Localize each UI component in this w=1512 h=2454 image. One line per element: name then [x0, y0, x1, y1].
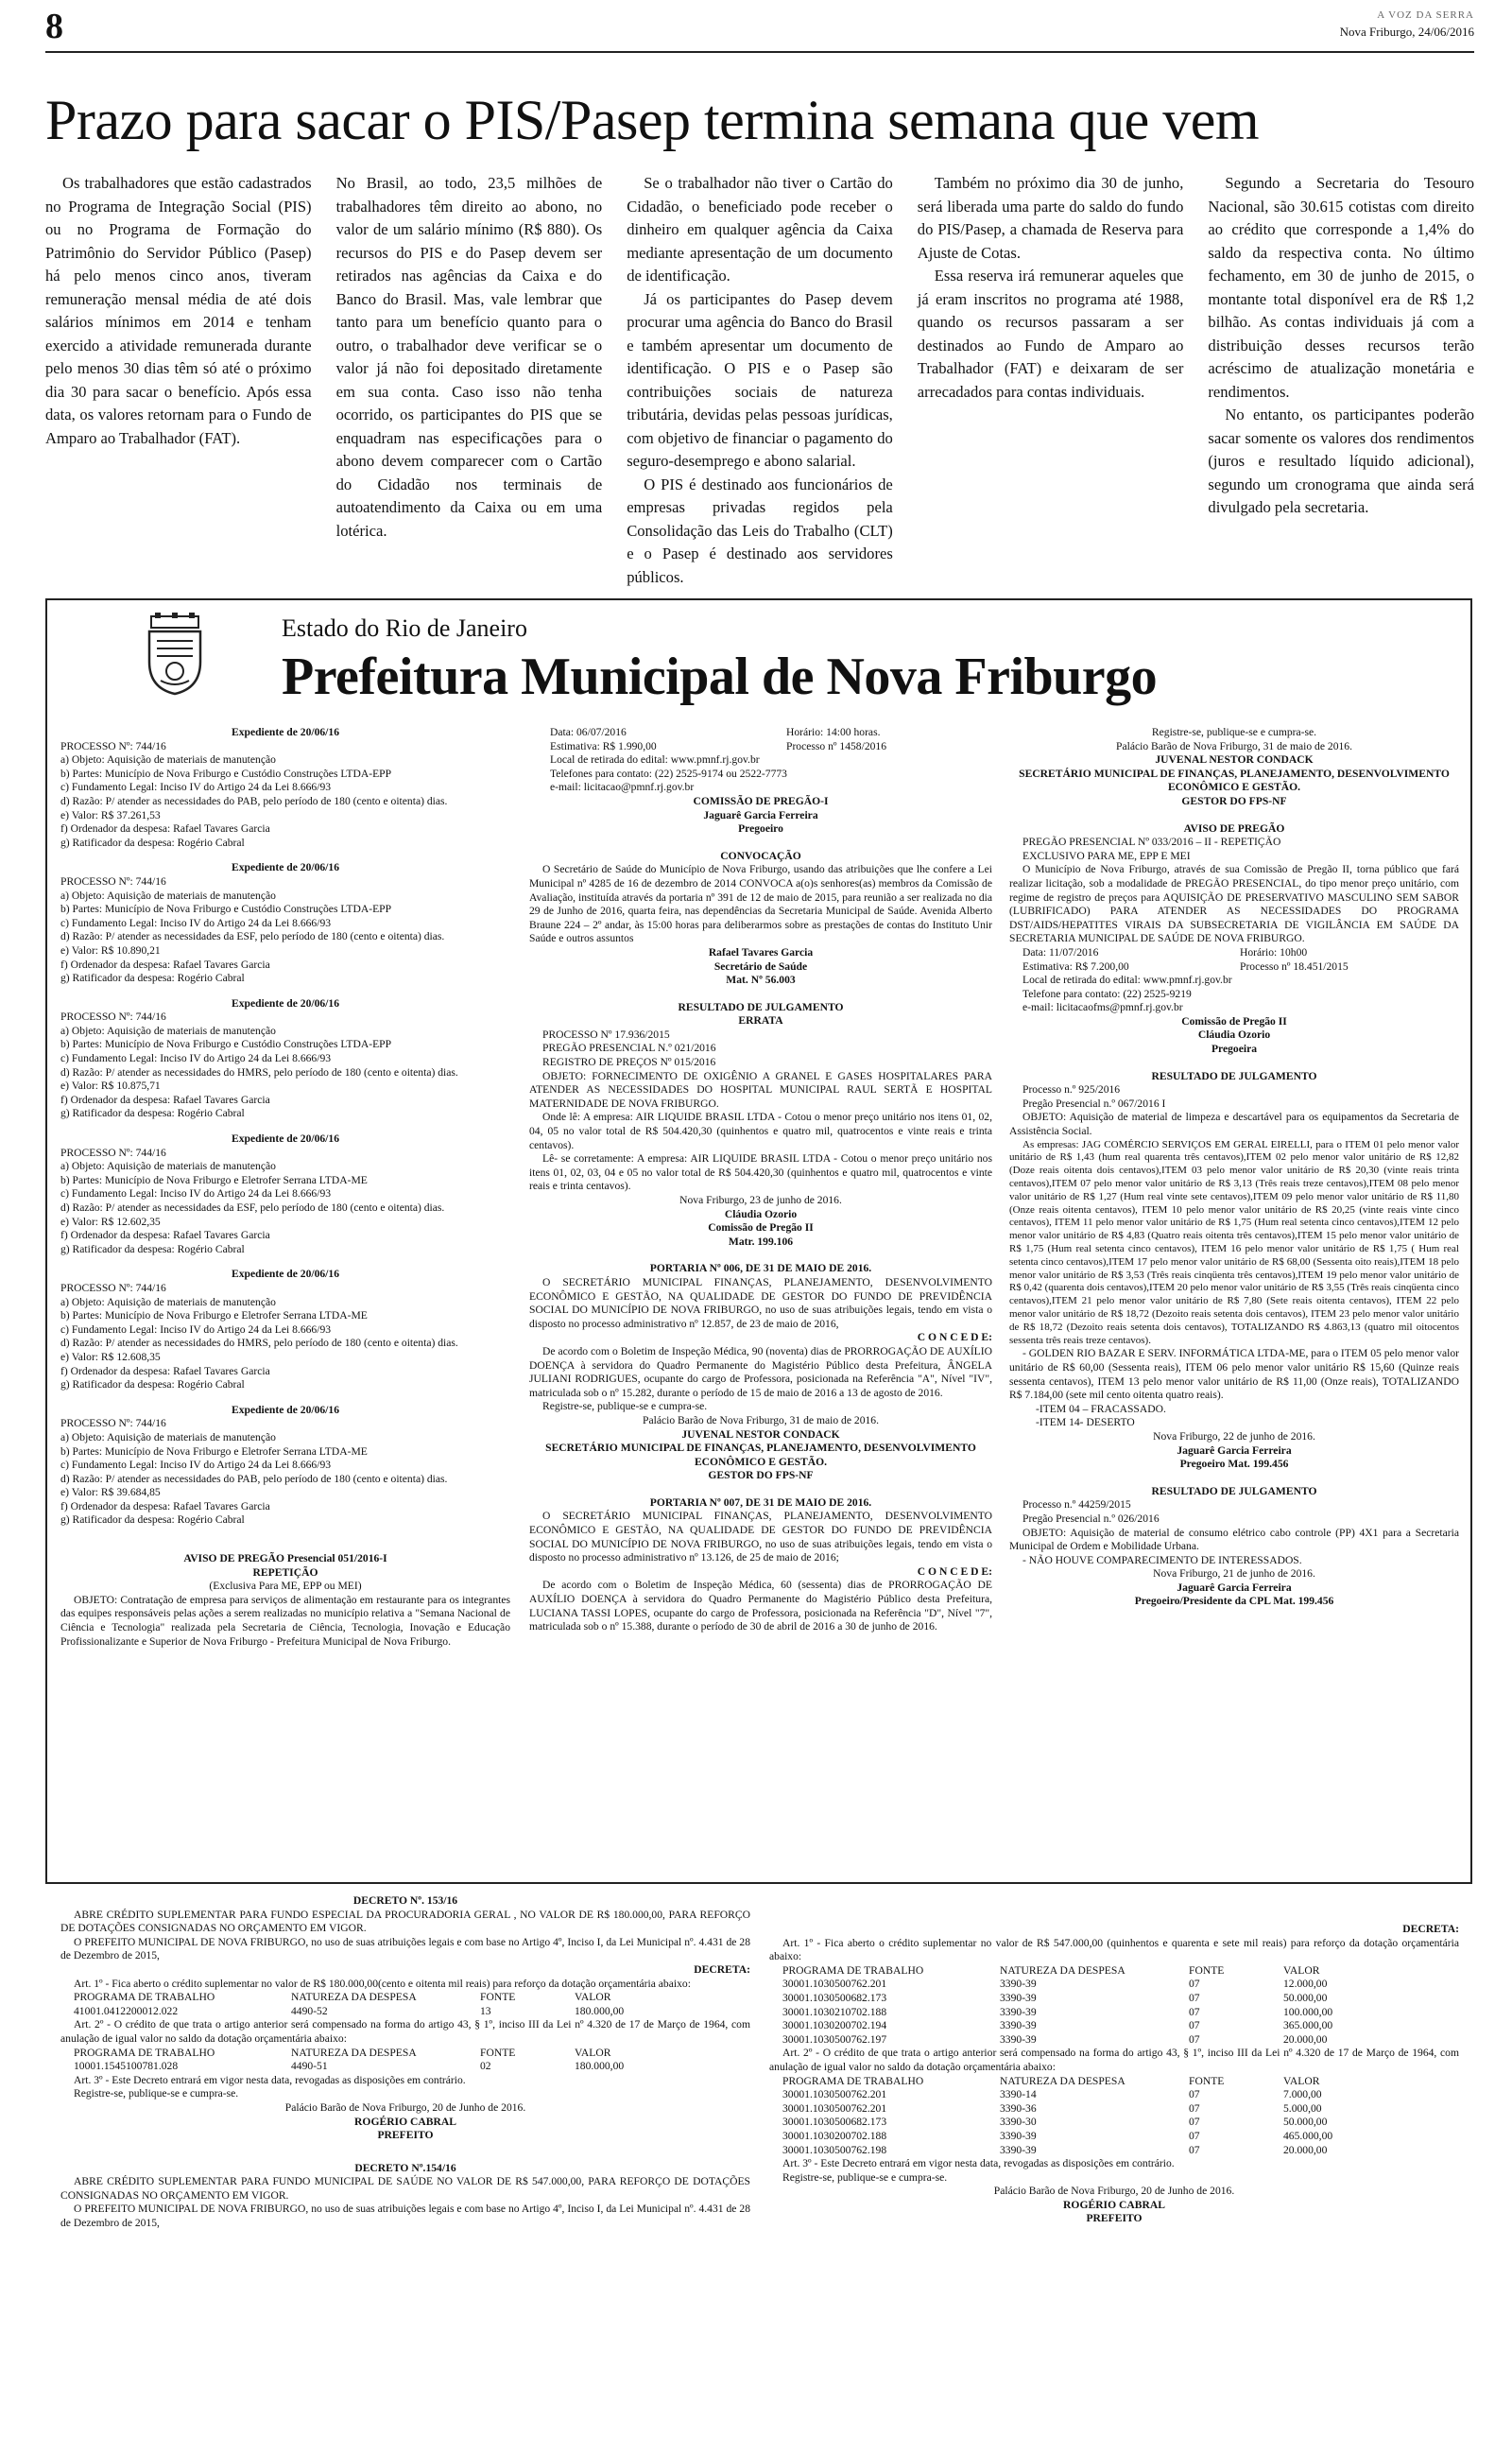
errata-pregao: PREGÃO PRESENCIAL N.º 021/2016	[542, 1042, 716, 1055]
julgamento-process: Processo n.º 925/2016	[1022, 1083, 1121, 1097]
table-cell: 3390-14	[1000, 2088, 1037, 2101]
expediente-fundamento: c) Fundamento Legal: Inciso IV do Artigo 24 da Lei 8.666/93	[60, 1052, 332, 1065]
notice-column-middle	[529, 726, 992, 1857]
table-cell: 465.000,00	[1283, 2129, 1333, 2142]
expediente-razao: d) Razão: P/ atender as necessidades do HMRS, pelo período de 180 (cento e oitenta) dias.	[60, 1065, 458, 1079]
aviso-process: Processo nº 18.451/2015	[1240, 959, 1349, 973]
decree-preamble: O PREFEITO MUNICIPAL DE NOVA FRIBURGO, no uso de suas atribuições legais e com base no Artigo 4º, Inciso I, da Lei Municipal nº. 4.431 de 28 de Dezembro de 2015,	[60, 1935, 750, 1962]
expediente-valor: e) Valor: R$ 12.608,35	[60, 1350, 161, 1363]
julgamento-pregao: Pregão Presencial n.º 026/2016	[1022, 1512, 1160, 1525]
expediente-ordenador: f) Ordenador da despesa: Rafael Tavares Garcia	[60, 1499, 270, 1512]
expediente-processo: PROCESSO Nº: 744/16	[60, 874, 166, 888]
decree-article-1: Art. 1º - Fica aberto o crédito suplementar no valor de R$ 180.000,00(cento e oitenta mil reais) para reforço da dotação orçamentária abaixo:	[74, 1977, 691, 1990]
table-header-cell: NATUREZA DA DESPESA	[1000, 2074, 1125, 2087]
table-header-cell: FONTE	[480, 2046, 516, 2059]
table-cell: 30001.1030200702.188	[782, 2129, 887, 2142]
expediente-fundamento: c) Fundamento Legal: Inciso IV do Artigo 24 da Lei 8.666/93	[60, 1322, 332, 1336]
expediente-fundamento: c) Fundamento Legal: Inciso IV do Artigo 24 da Lei 8.666/93	[60, 1459, 332, 1472]
table-cell: 30001.1030500682.173	[782, 2116, 887, 2129]
table-cell: 3390-39	[1000, 2129, 1037, 2142]
julgamento-item: -ITEM 04 – FRACASSADO.	[1036, 1402, 1166, 1415]
portaria-body: De acordo com o Boletim de Inspeção Médica, 60 (sessenta) dias de PRORROGAÇÃO DE AUXÍLIO DOENÇA à servidora do Quadro Permanente do Magistério Público desta Prefeitura, LUCIANA TASSI LOPES, ocupante do cargo de Professora, posicionada na Referência "D", Nível "7", matriculada sob o nº 15.388, durante o período de 30 de abril de 2016 a 30 de junho de 2016.	[529, 1579, 992, 1633]
aviso-subtitle: REPETIÇÃO	[252, 1565, 318, 1579]
aviso-text: OBJETO: Contratação de empresa para serviços de alimentação em restaurante para os integrantes das equipes responsáveis pelas ações a serem realizadas no município relativa a "Semana Nacional de Ciência e Tecnologia" realizada pela Secretaria de Ciência, Tecnologia, Inovação e Educação Profissionalizante e Superior de Nova Friburgo - Prefeitura Municipal de Nova Friburgo.	[60, 1593, 510, 1648]
table-cell: 02	[480, 2060, 491, 2073]
notice-column-right	[1009, 726, 1459, 1857]
table-header-cell: PROGRAMA DE TRABALHO	[74, 1991, 215, 2004]
table-row	[782, 2019, 1397, 2033]
expediente-title: Expediente de 20/06/16	[231, 1132, 339, 1146]
expediente-partes: b) Partes: Município de Nova Friburgo e Custódio Construções LTDA-EPP	[60, 1038, 392, 1051]
expediente-processo: PROCESSO Nº: 744/16	[60, 1417, 166, 1430]
aviso-email: e-mail: licitacaofms@pmnf.rj.gov.br	[1022, 1001, 1183, 1014]
table-cell: 4490-52	[291, 2004, 328, 2017]
table-cell: 07	[1189, 2005, 1200, 2018]
table-cell: 7.000,00	[1283, 2088, 1322, 2101]
notice-column-left	[60, 726, 510, 1857]
expediente-razao: d) Razão: P/ atender as necessidades do HMRS, pelo período de 180 (cento e oitenta) dias.	[60, 1337, 458, 1350]
table-cell: 3390-39	[1000, 2143, 1037, 2156]
expediente-valor: e) Valor: R$ 10.890,21	[60, 943, 161, 957]
aviso-phone: Telefone para contato: (22) 2525-9219	[1022, 987, 1192, 1000]
aviso-subtitle: EXCLUSIVO PARA ME, EPP E MEI	[1022, 849, 1191, 862]
decree-article-1: Art. 1º - Fica aberto o crédito suplementar no valor de R$ 547.000,00 (quinhentos e quarenta e sete mil reais) para reforço da dotação orçamentária abaixo:	[769, 1936, 1459, 1963]
errata-subtitle: ERRATA	[738, 1014, 783, 1028]
decree-title: DECRETO Nº.154/16	[354, 2161, 456, 2174]
julgamento-item: -ITEM 14- DESERTO	[1036, 1416, 1135, 1429]
table-cell: 12.000,00	[1283, 1978, 1328, 1991]
article-column	[45, 172, 312, 589]
julgamento-date: Nova Friburgo, 22 de junho de 2016.	[1153, 1429, 1315, 1443]
decree-153	[60, 1894, 750, 2424]
expediente-ordenador: f) Ordenador da despesa: Rafael Tavares Garcia	[60, 1229, 270, 1242]
errata-onde: Onde lê: A empresa: AIR LIQUIDE BRASIL LTDA - Cotou o menor preço unitário nos itens 01, 02, 04, 05 no valor total de R$ 504.420,30 (quinhentos e quatro mil, quatrocentos e vinte reais e trinta centavos).	[529, 1111, 992, 1151]
prefeitura-title: Prefeitura Municipal de Nova Friburgo	[282, 648, 1158, 706]
table-cell: 4490-51	[291, 2060, 328, 2073]
signature-name: Jaguarê Garcia Ferreira	[1177, 1581, 1292, 1594]
expediente-processo: PROCESSO Nº: 744/16	[60, 1146, 166, 1159]
expediente-partes: b) Partes: Município de Nova Friburgo e Eletrofer Serrana LTDA-ME	[60, 1309, 368, 1322]
expediente-title: Expediente de 20/06/16	[231, 861, 339, 874]
julgamento-date: Nova Friburgo, 21 de junho de 2016.	[1153, 1567, 1315, 1581]
table-cell: 5.000,00	[1283, 2101, 1322, 2115]
table-cell: 30001.1030500762.197	[782, 2032, 887, 2046]
aviso-date: Data: 06/07/2016	[550, 726, 627, 738]
table-row	[782, 2006, 1397, 2020]
table-cell: 50.000,00	[1283, 2116, 1328, 2129]
aviso-line	[529, 726, 992, 740]
expediente-razao: d) Razão: P/ atender as necessidades do PAB, pelo período de 180 (cento e oitenta) dias.	[60, 1472, 448, 1485]
expediente-objeto: a) Objeto: Aquisição de materiais de manutenção	[60, 1024, 276, 1037]
table-header-row	[782, 1964, 1397, 1979]
signature-role: Comissão de Pregão II	[1181, 1014, 1287, 1028]
convocacao-title: CONVOCAÇÃO	[720, 849, 801, 862]
table-cell: 180.000,00	[575, 2060, 625, 2073]
signature-name: ROGÉRIO CABRAL	[1063, 2198, 1165, 2211]
portaria-title: PORTARIA Nº 006, DE 31 DE MAIO DE 2016.	[649, 1262, 872, 1275]
table-header-cell: PROGRAMA DE TRABALHO	[782, 1963, 924, 1977]
table-cell: 3390-39	[1000, 1991, 1037, 2004]
aviso-date: Data: 11/07/2016	[1022, 945, 1099, 959]
article-paragraph: No entanto, os participantes poderão sacar somente os valores dos rendimentos (juros e resultado líquido adicional), segundo um cronograma que ainda será divulgado pela secretaria.	[1208, 406, 1474, 516]
article-column	[627, 172, 893, 589]
table-header-cell: VALOR	[575, 2046, 611, 2059]
expediente-valor: e) Valor: R$ 37.261,53	[60, 808, 161, 821]
budget-table	[74, 1991, 688, 2018]
decree-ementa: ABRE CRÉDITO SUPLEMENTAR PARA FUNDO MUNICIPAL DE SAÚDE NO VALOR DE R$ 547.000,00, PARA REFORÇO DE DOTAÇÕES CONSIGNADAS NO ORÇAMENTO EM VIGOR.	[60, 2175, 750, 2202]
table-cell: 20.000,00	[1283, 2032, 1328, 2046]
table-header-cell: FONTE	[1189, 2074, 1225, 2087]
signature-role: SECRETÁRIO MUNICIPAL DE FINANÇAS, PLANEJAMENTO, DESENVOLVIMENTO ECONÔMICO E GESTÃO.	[1019, 767, 1450, 794]
julgamento-title: RESULTADO DE JULGAMENTO	[1151, 1484, 1317, 1497]
portaria-text: O SECRETÁRIO MUNICIPAL FINANÇAS, PLANEJAMENTO, DESENVOLVIMENTO ECONÔMICO E GESTÃO, NA QUALIDADE DE GESTOR DO FUNDO DE PREVIDÊNCIA SOCIAL DO MUNICÍPIO DE NOVA FRIBURGO, no uso de suas atribuições legais, tendo em vista o disposto no processo administrativo nº 13.126, de 25 de maio de 2016;	[529, 1510, 992, 1564]
portaria-date: Palácio Barão de Nova Friburgo, 31 de maio de 2016.	[1116, 739, 1352, 752]
table-cell: 180.000,00	[575, 2004, 625, 2017]
aviso-title: AVISO DE PREGÃO	[1183, 821, 1285, 835]
table-row	[782, 2116, 1397, 2130]
table-cell: 3390-36	[1000, 2101, 1037, 2115]
table-header-cell: PROGRAMA DE TRABALHO	[74, 2046, 215, 2059]
errata-process: PROCESSO Nº 17.936/2015	[542, 1028, 670, 1041]
table-cell: 07	[1189, 2019, 1200, 2032]
expediente-title: Expediente de 20/06/16	[231, 1268, 339, 1281]
expediente-ratificador: g) Ratificador da despesa: Rogério Cabral	[60, 1378, 245, 1391]
expediente-objeto: a) Objeto: Aquisição de materiais de manutenção	[60, 1295, 276, 1308]
signature-role: Secretário de Saúde	[713, 959, 808, 973]
issue-date: Nova Friburgo, 24/06/2016	[1339, 25, 1474, 39]
table-cell: 30001.1030500762.201	[782, 2101, 887, 2115]
aviso-process: Processo nº 1458/2016	[786, 739, 887, 752]
signature-name: Cláudia Ozorio	[724, 1207, 798, 1220]
table-row	[782, 1978, 1397, 1992]
table-header-cell: NATUREZA DA DESPESA	[1000, 1963, 1125, 1977]
table-header-cell: FONTE	[1189, 1963, 1225, 1977]
signature-title: Pregoeiro	[738, 822, 783, 836]
expediente-valor: e) Valor: R$ 12.602,35	[60, 1215, 161, 1228]
signature-name: Jaguarê Garcia Ferreira	[1177, 1443, 1292, 1457]
expediente-razao: d) Razão: P/ atender as necessidades da ESF, pelo período de 180 (cento e oitenta) dias.	[60, 930, 445, 943]
expediente-ratificador: g) Ratificador da despesa: Rogério Cabral	[60, 1513, 245, 1527]
expediente-partes: b) Partes: Município de Nova Friburgo e Custódio Construções LTDA-EPP	[60, 767, 392, 780]
signature-role: PREFEITO	[377, 2129, 434, 2142]
expediente-block	[60, 861, 510, 985]
decree-article-3: Art. 3º - Este Decreto entrará em vigor nesta data, revogadas as disposições em contrário.	[782, 2157, 1175, 2170]
aviso-phones: Telefones para contato: (22) 2525-9174 ou 2522-7773	[550, 767, 787, 780]
aviso-location: Local de retirada do edital: www.pmnf.rj.gov.br	[550, 753, 760, 767]
aviso-email: e-mail: licitacao@pmnf.rj.gov.br	[550, 781, 695, 794]
expediente-ratificador: g) Ratificador da despesa: Rogério Cabral	[60, 1242, 245, 1255]
decree-article-2: Art. 2º - O crédito de que trata o artigo anterior será compensado na forma do artigo 43, § 1º, inciso III da Lei nº 4.320 de 17 de Março de 1964, com anulação de igual valor no saldo da dotação orçamentária abaixo:	[769, 2047, 1459, 2073]
expediente-objeto: a) Objeto: Aquisição de materiais de manutenção	[60, 1160, 276, 1173]
table-cell: 07	[1189, 2101, 1200, 2115]
aviso-estimate: Estimativa: R$ 1.990,00	[550, 739, 657, 752]
decree-decreta: DECRETA:	[1402, 1923, 1459, 1935]
errata-leia: Lê- se corretamente: A empresa: AIR LIQUIDE BRASIL LTDA - Cotou o menor preço unitário nos itens 01, 02, 03, 04 e 05 no valor total de R$ 504.420,30 (quinhentos e quatro mil, quatrocentos e vinte reais e trinta centavos).	[529, 1152, 992, 1193]
decree-register: Registre-se, publique-se e cumpra-se.	[782, 2170, 948, 2184]
table-header-cell: VALOR	[575, 1991, 611, 2004]
article-paragraph: Também no próximo dia 30 de junho, será liberada uma parte do saldo do fundo do PIS/Pasep, a chamada de Reserva para Ajuste de Cotas.	[917, 174, 1184, 262]
table-header-cell: NATUREZA DA DESPESA	[291, 2046, 417, 2059]
signature-role: COMISSÃO DE PREGÃO-I	[693, 794, 829, 807]
table-cell: 13	[480, 2004, 491, 2017]
table-cell: 41001.0412200012.022	[74, 2004, 179, 2017]
expediente-objeto: a) Objeto: Aquisição de materiais de manutenção	[60, 753, 276, 767]
article-paragraph: No Brasil, ao todo, 23,5 milhões de trabalhadores têm direito ao abono, no valor de um salário mínimo (R$ 880). Os recursos do PIS e do Pasep devem ser retirados nas agências da Caixa e do Banco do Brasil. Mas, vale lembrar que tanto para um benefício quanto para o outro, o trabalhador deve verificar se o valor já não foi depositado diretamente em sua conta. Caso isso não tenha ocorrido, os participantes do PIS que se enquadram nas especificações para o abono devem comparecer com o Cartão do Cidadão nos terminais de autoatendimento da Caixa ou em uma lotérica.	[335, 174, 603, 540]
julgamento-object: OBJETO: Aquisição de material de consumo elétrico cabo controle (PP) 4X1 para a Secretaria Municipal de Ordem e Mobilidade Urbana.	[1009, 1526, 1459, 1553]
expediente-partes: b) Partes: Município de Nova Friburgo e Custódio Construções LTDA-EPP	[60, 903, 392, 916]
expediente-fundamento: c) Fundamento Legal: Inciso IV do Artigo 24 da Lei 8.666/93	[60, 1187, 332, 1201]
julgamento-note: - NÃO HOUVE COMPARECIMENTO DE INTERESSADOS.	[1022, 1553, 1302, 1566]
expediente-razao: d) Razão: P/ atender as necessidades da ESF, pelo período de 180 (cento e oitenta) dias.	[60, 1201, 445, 1214]
errata-title: RESULTADO DE JULGAMENTO	[678, 1000, 844, 1013]
table-header-cell: PROGRAMA DE TRABALHO	[782, 2074, 924, 2087]
article-body	[45, 172, 1474, 589]
expediente-ordenador: f) Ordenador da despesa: Rafael Tavares Garcia	[60, 958, 270, 971]
article-paragraph: Essa reserva irá remunerar aqueles que já eram inscritos no programa até 1988, quando os recursos passaram a ser destinados ao Fundo de Amparo ao Trabalhador (FAT) e deixaram de ser arrecadados para contas individuais.	[917, 267, 1184, 401]
table-header-row	[74, 1991, 688, 2005]
article-headline: Prazo para sacar o PIS/Pasep termina semana que vem	[45, 89, 1260, 151]
signature-title: Pregoeira	[1211, 1043, 1258, 1056]
expediente-title: Expediente de 20/06/16	[231, 1403, 339, 1416]
table-cell: 30001.1030500682.173	[782, 1991, 887, 2004]
portaria-body: De acordo com o Boletim de Inspeção Médica, 90 (noventa) dias de PRORROGAÇÃO DE AUXÍLIO DOENÇA à servidora do Quadro Permanente do Magistério Público desta Prefeitura, ÂNGELA JULIANI RODRIGUES, ocupante do cargo de Professora, posicionada na Referência "A", Nível "IV", matriculada sob o nº 15.282, durante o período de 15 de maio de 2016 a 13 de agosto de 2016.	[529, 1344, 992, 1399]
table-header-cell: NATUREZA DA DESPESA	[291, 1991, 417, 2004]
decree-154-continued	[769, 1894, 1459, 2424]
signature-name: JUVENAL NESTOR CONDACK	[681, 1427, 840, 1441]
expediente-processo: PROCESSO Nº: 744/16	[60, 1011, 166, 1024]
article-paragraph: Se o trabalhador não tiver o Cartão do Cidadão, o beneficiado pode receber o dinheiro em qualquer agência da Caixa mediante apresentação de um documento de identificação.	[627, 174, 893, 285]
portaria-register: Registre-se, publique-se e cumpra-se.	[1151, 726, 1317, 738]
expediente-fundamento: c) Fundamento Legal: Inciso IV do Artigo 24 da Lei 8.666/93	[60, 916, 332, 929]
signature-role: GESTOR DO FPS-NF	[708, 1469, 814, 1482]
signature-name: JUVENAL NESTOR CONDACK	[1155, 753, 1314, 767]
table-cell: 365.000,00	[1283, 2019, 1333, 2032]
table-cell: 07	[1189, 2129, 1200, 2142]
aviso-time: Horário: 10h00	[1240, 945, 1308, 959]
expediente-block	[60, 997, 510, 1121]
article-paragraph: O PIS é destinado aos funcionários de empresas privadas regidos pela Consolidação das Leis do Trabalho (CLT) e o Pasep é destinado aos servidores públicos.	[627, 475, 893, 586]
expediente-ratificador: g) Ratificador da despesa: Rogério Cabral	[60, 836, 245, 849]
expediente-block	[60, 1132, 510, 1256]
expediente-razao: d) Razão: P/ atender as necessidades do PAB, pelo período de 180 (cento e oitenta) dias.	[60, 794, 448, 807]
table-row	[782, 2102, 1397, 2117]
expediente-valor: e) Valor: R$ 39.684,85	[60, 1486, 161, 1499]
table-row	[782, 2130, 1397, 2144]
aviso-text: O Município de Nova Friburgo, através de sua Comissão de Pregão II, torna público que fará realizar licitação, sob a modalidade de PREGÃO PRESENCIAL, do tipo menor preço unitário, com regime de registro de preços para AQUISIÇÃO DE PRESERVATIVO MASCULINO SEM SABOR (LUBRIFICADO) PARA ATENDER AS NECESSIDADES DO PROGRAMA DST/AIDS/HEPATITES VIRAIS DA SUBSECRETARIA DE VIGILÂNCIA EM SAÚDE DA SECRETARIA MUNICIPAL DE SAÚDE DE NOVA FRIBURGO.	[1009, 863, 1459, 945]
expediente-partes: b) Partes: Município de Nova Friburgo e Eletrofer Serrana LTDA-ME	[60, 1173, 368, 1186]
decree-ementa: ABRE CRÉDITO SUPLEMENTAR PARA FUNDO ESPECIAL DA PROCURADORIA GERAL , NO VALOR DE R$ 180.000,00, PARA REFORÇO DE DOTAÇÕES CONSIGNADAS NO ORÇAMENTO EM VIGOR.	[60, 1908, 750, 1935]
signature-mat: Matr. 199.106	[728, 1235, 794, 1248]
signature-name: Cláudia Ozorio	[1197, 1028, 1271, 1042]
julgamento-companies: As empresas: JAG COMÉRCIO SERVIÇOS EM GERAL EIRELLI, para o ITEM 01 pelo menor valor unitário de R$ 1,43 (hum real quarenta três centavos),ITEM 02 pelo menor valor unitário de R$ 12,82 (Doze reais oitenta dois centavos),ITEM 03 pelo menor valor unitário de R$ 20,30 (vinte reais trinta centavos),ITEM 07 pelo menor valor unitário de R$ 3,13 (Três reais treze centavos),ITEM 08 pelo menor valor unitário de R$ 1,27 (Hum real vinte sete centavos),ITEM 09 pelo menor valor unitário de R$ 11,80 (Onze reais oitenta centavos), ITEM 10 pelo menor valor unitário de R$ 20,25 (vinte reais vinte cinco centavos), ITEM 11 pelo menor valor unitário de R$ 1,75 (Hum real setenta cinco centavos),ITEM 12 pelo menor valor unitário de R$ 4,83 (Quatro reais oitenta três centavos),ITEM 15 pelo menor valor unitário de R$ 1,75 (Hum real setenta cinco centavos), ITEM 16 pelo menor valor unitário de R$ 1,75 ( Hum real setenta cinco centavos),ITEM 17 pelo menor valor unitário de R$ 68,00 (Sessenta oito reais),ITEM 18 pelo menor valor unitário de R$ 3,53 (Três reais cinqüenta três centavos),ITEM 19 pelo menor valor unitário de R$ 0,42 (quarenta dois centavos),ITEM 20 pelo menor valor unitário de R$ 3,55 (Três reais cinqüenta cinco centavos),ITEM 21 pelo menor valor unitário de R$ 7,80 (Sete reais oitenta centavos), ITEM 22 pelo menor valor unitário de R$ 18,72 (Dezoito reais setenta dois centavos), ITEM 23 pelo menor valor unitário de R$ 18,72 (Dezoito reais setenta dois centavos), TOTALIZANDO R$ 4.863,13 (quatro mil oitocentos sessenta três reais treze centavos).	[1009, 1138, 1459, 1346]
table-cell: 07	[1189, 1978, 1200, 1991]
article-column	[1208, 172, 1474, 589]
aviso-line	[1009, 960, 1459, 975]
julgamento-golden: - GOLDEN RIO BAZAR E SERV. INFORMÁTICA LTDA-ME, para o ITEM 05 pelo menor valor unitário de R$ 60,00 (Sessenta reais), ITEM 06 pelo menor valor unitário R$ 15,60 (Quinze reais sessenta centavos), ITEM 13 pelo menor valor unitário de R$ 11,00 (Onze reais), TOTALIZANDO R$ 7.184,00 (sete mil cento oitenta quatro reais).	[1009, 1347, 1459, 1402]
decree-register: Registre-se, publique-se e cumpra-se.	[74, 2087, 239, 2100]
expediente-partes: b) Partes: Município de Nova Friburgo e Eletrofer Serrana LTDA-ME	[60, 1444, 368, 1458]
decree-title: DECRETO Nº. 153/16	[352, 1894, 458, 1907]
table-cell: 20.000,00	[1283, 2143, 1328, 2156]
expediente-objeto: a) Objeto: Aquisição de materiais de manutenção	[60, 1430, 276, 1443]
expediente-ordenador: f) Ordenador da despesa: Rafael Tavares Garcia	[60, 822, 270, 836]
article-paragraph: Segundo a Secretaria do Tesouro Nacional, são 30.615 cotistas com direito ao crédito que corresponde a 1,4% do saldo da respectiva conta. No último fechamento, em 30 de junho de 2015, o montante total disponível era de R$ 1,2 bilhão. As contas individuais já com a distribuição desses recursos terão acréscimo de atualização monetária e rendimentos.	[1208, 174, 1474, 401]
expediente-ordenador: f) Ordenador da despesa: Rafael Tavares Garcia	[60, 1093, 270, 1106]
table-header-cell: VALOR	[1283, 1963, 1320, 1977]
table-cell: 3390-39	[1000, 2019, 1037, 2032]
table-cell: 30001.1030500762.201	[782, 1978, 887, 1991]
table-header-row	[74, 2047, 688, 2061]
table-row	[782, 2088, 1397, 2102]
signature-role: SECRETÁRIO MUNICIPAL DE FINANÇAS, PLANEJAMENTO, DESENVOLVIMENTO ECONÔMICO E GESTÃO.	[545, 1442, 976, 1468]
expediente-ratificador: g) Ratificador da despesa: Rogério Cabral	[60, 972, 245, 985]
table-row	[74, 2005, 688, 2019]
julgamento-object: OBJETO: Aquisição de material de limpeza e descartável para os equipamentos da Secretaria de Assistência Social.	[1009, 1111, 1459, 1138]
signature-name: ROGÉRIO CABRAL	[354, 2115, 456, 2128]
table-cell: 50.000,00	[1283, 1991, 1328, 2004]
signature-role: Pregoeiro Mat. 199.456	[1179, 1458, 1289, 1471]
aviso-time: Horário: 14:00 horas.	[786, 726, 881, 738]
portaria-date: Palácio Barão de Nova Friburgo, 31 de maio de 2016.	[643, 1413, 879, 1426]
table-cell: 3390-39	[1000, 2032, 1037, 2046]
page-header	[45, 6, 1474, 53]
portaria-concede: C O N C E D E:	[917, 1331, 992, 1344]
expediente-block	[60, 1404, 510, 1528]
portaria-register: Registre-se, publique-se e cumpra-se.	[542, 1400, 708, 1413]
expediente-block	[60, 726, 510, 850]
expediente-objeto: a) Objeto: Aquisição de materiais de manutenção	[60, 889, 276, 902]
newspaper-name: A VOZ DA SERRA	[1377, 9, 1474, 21]
aviso-line	[1009, 946, 1459, 960]
signature-role: PREFEITO	[1086, 2212, 1143, 2225]
article-paragraph: Os trabalhadores que estão cadastrados no Programa de Integração Social (PIS) ou no Programa de Formação do Patrimônio do Servidor Público (Pasep) há pelo menos cinco anos, tiveram remuneração mensal média de até dois salários mínimos em 2014 e tenham exercido a atividade remunerada durante pelo menos 30 dias têm só até o próximo dia 30 para sacar o benefício. Após essa data, os valores retornam para o Fundo de Amparo ao Trabalhador (FAT).	[45, 174, 312, 447]
table-cell: 3390-39	[1000, 1978, 1037, 1991]
budget-table	[782, 2075, 1397, 2158]
expediente-title: Expediente de 20/06/16	[231, 726, 339, 738]
table-cell: 07	[1189, 2116, 1200, 2129]
table-cell: 30001.1030210702.188	[782, 2005, 887, 2018]
expediente-valor: e) Valor: R$ 10.875,71	[60, 1080, 161, 1093]
errata-registro: REGISTRO DE PREÇOS Nº 015/2016	[542, 1056, 716, 1069]
aviso-subtitle: PREGÃO PRESENCIAL Nº 033/2016 – II - REPETIÇÃO	[1022, 836, 1281, 849]
budget-table	[782, 1964, 1397, 2048]
article-column	[918, 172, 1184, 589]
table-cell: 3390-39	[1000, 2005, 1037, 2018]
expediente-fundamento: c) Fundamento Legal: Inciso IV do Artigo 24 da Lei 8.666/93	[60, 781, 332, 794]
expediente-title: Expediente de 20/06/16	[231, 996, 339, 1010]
coat-of-arms-icon	[144, 613, 206, 696]
table-row	[782, 1992, 1397, 2006]
julgamento-process: Processo n.º 44259/2015	[1022, 1498, 1131, 1512]
article-column	[336, 172, 603, 589]
state-name: Estado do Rio de Janeiro	[282, 614, 527, 642]
portaria-concede: C O N C E D E:	[917, 1564, 992, 1578]
errata-date: Nova Friburgo, 23 de junho de 2016.	[679, 1194, 842, 1206]
table-cell: 3390-30	[1000, 2116, 1037, 2129]
errata-object: OBJETO: FORNECIMENTO DE OXIGÊNIO A GRANEL E GASES HOSPITALARES PARA ATENDER AS NECESSIDADES DO HOSPITAL MUNICIPAL RAUL SERTÃ E HOSPITAL MATERNIDADE DE NOVA FRIBURGO.	[529, 1069, 992, 1110]
table-row	[782, 2144, 1397, 2158]
aviso-subtitle: (Exclusiva Para ME, EPP ou MEI)	[209, 1580, 362, 1593]
page-number: 8	[45, 7, 63, 46]
table-cell: 30001.1030500762.198	[782, 2143, 887, 2156]
expediente-ratificador: g) Ratificador da despesa: Rogério Cabral	[60, 1107, 245, 1120]
aviso-title: AVISO DE PREGÃO Presencial 051/2016-I	[183, 1552, 387, 1565]
decree-article-2: Art. 2º - O crédito de que trata o artigo anterior será compensado na forma do artigo 43, § 1º, inciso III da Lei nº 4.320 de 17 de Março de 1964, com anulação de igual valor no saldo da dotação orçamentária abaixo:	[60, 2018, 750, 2045]
budget-table	[74, 2047, 688, 2074]
expediente-processo: PROCESSO Nº: 744/16	[60, 1281, 166, 1294]
signature-role: Pregoeiro/Presidente da CPL Mat. 199.456	[1134, 1595, 1334, 1608]
decree-preamble: O PREFEITO MUNICIPAL DE NOVA FRIBURGO, no uso de suas atribuições legais e com base no Artigo 4º, Inciso I, da Lei Municipal nº. 4.431 de 28 de Dezembro de 2015,	[60, 2203, 750, 2230]
table-cell: 07	[1189, 2143, 1200, 2156]
table-cell: 100.000,00	[1283, 2005, 1333, 2018]
signature-name: Jaguarê Garcia Ferreira	[703, 808, 818, 821]
aviso-location: Local de retirada do edital: www.pmnf.rj.gov.br	[1022, 974, 1232, 987]
expediente-list	[60, 726, 510, 1528]
convocacao-text: O Secretário de Saúde do Município de Nova Friburgo, usando das atribuições que lhe confere a Lei Municipal nº 4285 de 16 de dezembro de 2014 CONVOCA a(o)s senhores(as) membros da Comissão de Avaliação, instituída através da portaria nº 391 de 12 de maio de 2015, para reunião a ser realizada no dia 29 de Junho de 2016, quarta feira, nas dependências da Secretaria Municipal de Saúde. Avenida Alberto Braune 224 – 2º andar, às 15:00 horas para deliberarmos sobre as prestações de contas do Instituto Unir Saúde e outros assuntos	[529, 863, 992, 945]
table-row	[74, 2060, 688, 2074]
table-cell: 07	[1189, 2032, 1200, 2046]
expediente-processo: PROCESSO Nº: 744/16	[60, 739, 166, 752]
table-cell: 07	[1189, 1991, 1200, 2004]
table-header-cell: VALOR	[1283, 2074, 1320, 2087]
table-row	[782, 2033, 1397, 2048]
aviso-line	[529, 740, 992, 754]
decree-date: Palácio Barão de Nova Friburgo, 20 de Junho de 2016.	[993, 2185, 1235, 2198]
signature-name: Rafael Tavares Garcia	[708, 945, 814, 959]
article-paragraph: Já os participantes do Pasep devem procurar uma agência do Banco do Brasil e também apresentar um documento de identificação. O PIS e o Pasep são contribuições sociais de natureza tributária, devidas pelas pessoas jurídicas, com objetivo de financiar o pagamento do seguro-desemprego e abono salarial.	[627, 289, 893, 470]
signature-role: GESTOR DO FPS-NF	[1181, 794, 1287, 807]
expediente-block	[60, 1268, 510, 1391]
table-header-row	[782, 2075, 1397, 2089]
table-cell: 30001.1030500762.201	[782, 2088, 887, 2101]
expediente-ordenador: f) Ordenador da despesa: Rafael Tavares Garcia	[60, 1364, 270, 1377]
table-cell: 10001.1545100781.028	[74, 2060, 179, 2073]
table-header-cell: FONTE	[480, 1991, 516, 2004]
portaria-title: PORTARIA Nº 007, DE 31 DE MAIO DE 2016.	[649, 1495, 872, 1509]
decree-decreta: DECRETA:	[694, 1962, 750, 1976]
table-cell: 07	[1189, 2088, 1200, 2101]
portaria-text: O SECRETÁRIO MUNICIPAL FINANÇAS, PLANEJAMENTO, DESENVOLVIMENTO ECONÔMICO E GESTÃO, NA QUALIDADE DE GESTOR DO FUNDO DE PREVIDÊNCIA SOCIAL DO MUNICÍPIO DE NOVA FRIBURGO, no uso de suas atribuições legais, tendo em vista o disposto no processo administrativo nº 12.857, de 23 de maio de 2016,	[529, 1275, 992, 1330]
aviso-estimate: Estimativa: R$ 7.200,00	[1022, 959, 1129, 973]
signature-mat: Mat. Nº 56.003	[726, 974, 796, 987]
julgamento-title: RESULTADO DE JULGAMENTO	[1151, 1069, 1317, 1082]
table-cell: 30001.1030200702.194	[782, 2019, 887, 2032]
signature-role: Comissão de Pregão II	[708, 1221, 814, 1235]
decree-date: Palácio Barão de Nova Friburgo, 20 de Junho de 2016.	[284, 2100, 526, 2114]
julgamento-pregao: Pregão Presencial n.º 067/2016 I	[1022, 1097, 1166, 1110]
decree-article-3: Art. 3º - Este Decreto entrará em vigor nesta data, revogadas as disposições em contrário.	[74, 2073, 466, 2086]
